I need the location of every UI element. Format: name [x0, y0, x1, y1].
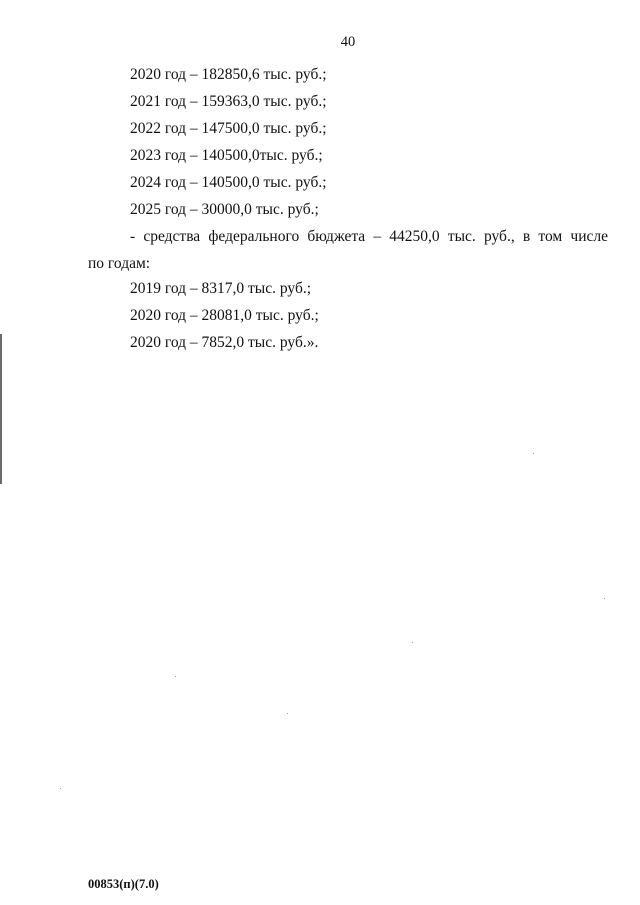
scan-speck	[175, 676, 176, 677]
scan-speck	[287, 713, 288, 714]
year-line: 2021 год – 159363,0 тыс. руб.;	[130, 93, 327, 110]
scan-speck	[60, 788, 61, 789]
document-code: 00853(п)(7.0)	[88, 877, 159, 891]
federal-budget-line-continued: по годам:	[88, 254, 151, 272]
year-line: 2020 год – 182850,6 тыс. руб.;	[130, 66, 327, 83]
federal-budget-paragraph	[88, 224, 608, 277]
year-line: 2023 год – 140500,0тыс. руб.;	[130, 147, 323, 164]
year-line: 2022 год – 147500,0 тыс. руб.;	[130, 120, 327, 137]
year-line: 2024 год – 140500,0 тыс. руб.;	[130, 174, 327, 191]
scan-speck	[533, 453, 534, 454]
year-line: 2020 год – 28081,0 тыс. руб.;	[130, 307, 319, 324]
year-line: 2025 год – 30000,0 тыс. руб.;	[130, 201, 319, 218]
year-line: 2020 год – 7852,0 тыс. руб.».	[130, 334, 319, 351]
scan-edge-mark	[0, 334, 2, 484]
year-line: 2019 год – 8317,0 тыс. руб.;	[130, 280, 312, 297]
federal-budget-line: - средства федерального бюджета – 44250,0 тыс. руб., в том числе	[130, 228, 608, 245]
scan-speck	[604, 598, 605, 599]
page-number: 40	[340, 34, 356, 50]
scan-speck	[412, 642, 413, 643]
